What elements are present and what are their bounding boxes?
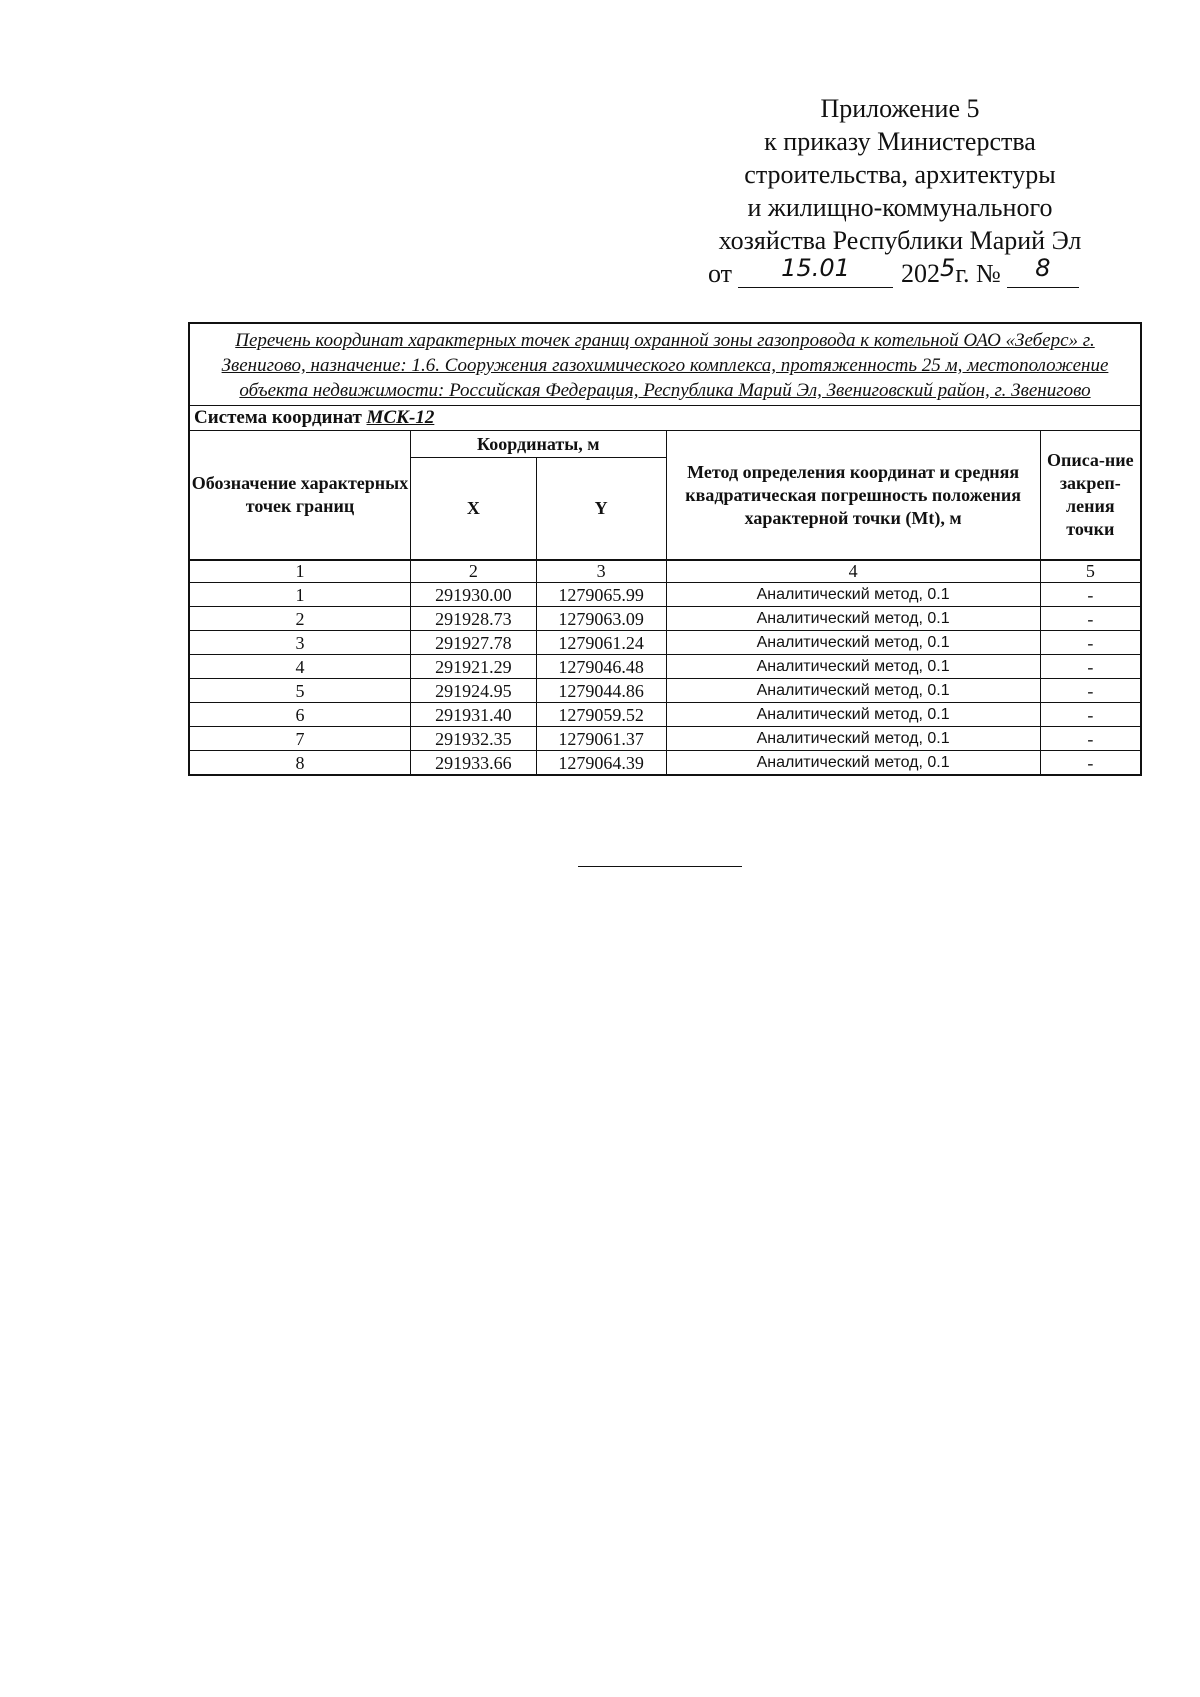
coord-x: 291933.66: [411, 751, 537, 776]
method: Аналитический метод, 0.1: [666, 727, 1040, 751]
description: -: [1040, 703, 1141, 727]
header-row-1: [189, 431, 1141, 458]
coord-x: 291930.00: [411, 583, 537, 607]
method: Аналитический метод, 0.1: [666, 655, 1040, 679]
table-title: Перечень координат характерных точек границ охранной зоны газопровода к котельной ОАО «Зеберс» г. Звенигово, назначение: 1.6. Сооружения газохимического комплекса, протяженность 25 м, местоположение объекта недвижимости: Российская Федерация, Республика Марий Эл, Звениговский район, г. Звенигово: [189, 323, 1141, 406]
point-id: 2: [189, 607, 411, 631]
column-number: 3: [536, 560, 666, 583]
header-point: Обозначение характерных точек границ: [189, 431, 411, 561]
date-field: [738, 254, 893, 288]
column-number: 1: [189, 560, 411, 583]
header-coordinates: Координаты, м: [411, 431, 667, 458]
table-row: [189, 703, 1141, 727]
point-id: 5: [189, 679, 411, 703]
point-id: 4: [189, 655, 411, 679]
appendix-title: Приложение 5: [820, 94, 980, 123]
end-divider: [578, 866, 742, 867]
appendix-line-4: и жилищно-коммунального: [747, 193, 1053, 222]
point-id: 3: [189, 631, 411, 655]
coordinate-system-row: [189, 406, 1141, 431]
coordinate-system-label: Система координат: [194, 407, 362, 428]
date-prefix: от: [708, 259, 733, 288]
description: -: [1040, 583, 1141, 607]
description: -: [1040, 655, 1141, 679]
description: -: [1040, 679, 1141, 703]
table-row: [189, 607, 1141, 631]
column-number: 5: [1040, 560, 1141, 583]
method: Аналитический метод, 0.1: [666, 583, 1040, 607]
point-id: 7: [189, 727, 411, 751]
coord-x: 291921.29: [411, 655, 537, 679]
coord-x: 291927.78: [411, 631, 537, 655]
description: -: [1040, 631, 1141, 655]
coord-x: 291924.95: [411, 679, 537, 703]
coordinates-table: [188, 322, 1142, 776]
method: Аналитический метод, 0.1: [666, 679, 1040, 703]
table-row: [189, 679, 1141, 703]
coordinate-system: [189, 406, 1141, 431]
year-field: [901, 254, 1001, 289]
coord-y: 1279061.24: [536, 631, 666, 655]
coord-x: 291931.40: [411, 703, 537, 727]
year-suffix: г. №: [955, 259, 1001, 288]
column-number: 4: [666, 560, 1040, 583]
method: Аналитический метод, 0.1: [666, 703, 1040, 727]
table-row: [189, 631, 1141, 655]
table-row: [189, 727, 1141, 751]
order-date-line: [708, 254, 1128, 289]
table-row: [189, 751, 1141, 776]
coord-y: 1279065.99: [536, 583, 666, 607]
column-numbers-row: [189, 560, 1141, 583]
header-method: Метод определения координат и средняя квадратическая погрешность положения характерной точки (Mt), м: [666, 431, 1040, 561]
handwritten-year-digit: 5: [940, 254, 956, 282]
coord-y: 1279059.52: [536, 703, 666, 727]
appendix-header: [690, 92, 1110, 257]
coord-y: 1279064.39: [536, 751, 666, 776]
appendix-line-2: к приказу Министерства: [764, 127, 1036, 156]
coord-y: 1279046.48: [536, 655, 666, 679]
method: Аналитический метод, 0.1: [666, 631, 1040, 655]
appendix-line-3: строительства, архитектуры: [744, 160, 1056, 189]
column-number: 2: [411, 560, 537, 583]
coord-x: 291932.35: [411, 727, 537, 751]
method: Аналитический метод, 0.1: [666, 607, 1040, 631]
description: -: [1040, 727, 1141, 751]
coord-x: 291928.73: [411, 607, 537, 631]
coord-y: 1279061.37: [536, 727, 666, 751]
header-description: Описа-ние закреп-ления точки: [1040, 431, 1141, 561]
header-y: Y: [536, 458, 666, 561]
handwritten-date: 15.01: [781, 254, 850, 282]
coord-y: 1279063.09: [536, 607, 666, 631]
point-id: 8: [189, 751, 411, 776]
order-number-field: [1007, 254, 1079, 288]
year-prefix: 202: [901, 259, 941, 288]
description: -: [1040, 607, 1141, 631]
table-row: [189, 655, 1141, 679]
point-id: 6: [189, 703, 411, 727]
appendix-line-5: хозяйства Республики Марий Эл: [718, 226, 1082, 255]
table-title-row: [189, 323, 1141, 406]
description: -: [1040, 751, 1141, 776]
coord-y: 1279044.86: [536, 679, 666, 703]
coordinate-system-name: МСК-12: [366, 407, 435, 428]
handwritten-order-number: 8: [1035, 254, 1051, 282]
table-row: [189, 583, 1141, 607]
point-id: 1: [189, 583, 411, 607]
header-x: X: [411, 458, 537, 561]
method: Аналитический метод, 0.1: [666, 751, 1040, 776]
